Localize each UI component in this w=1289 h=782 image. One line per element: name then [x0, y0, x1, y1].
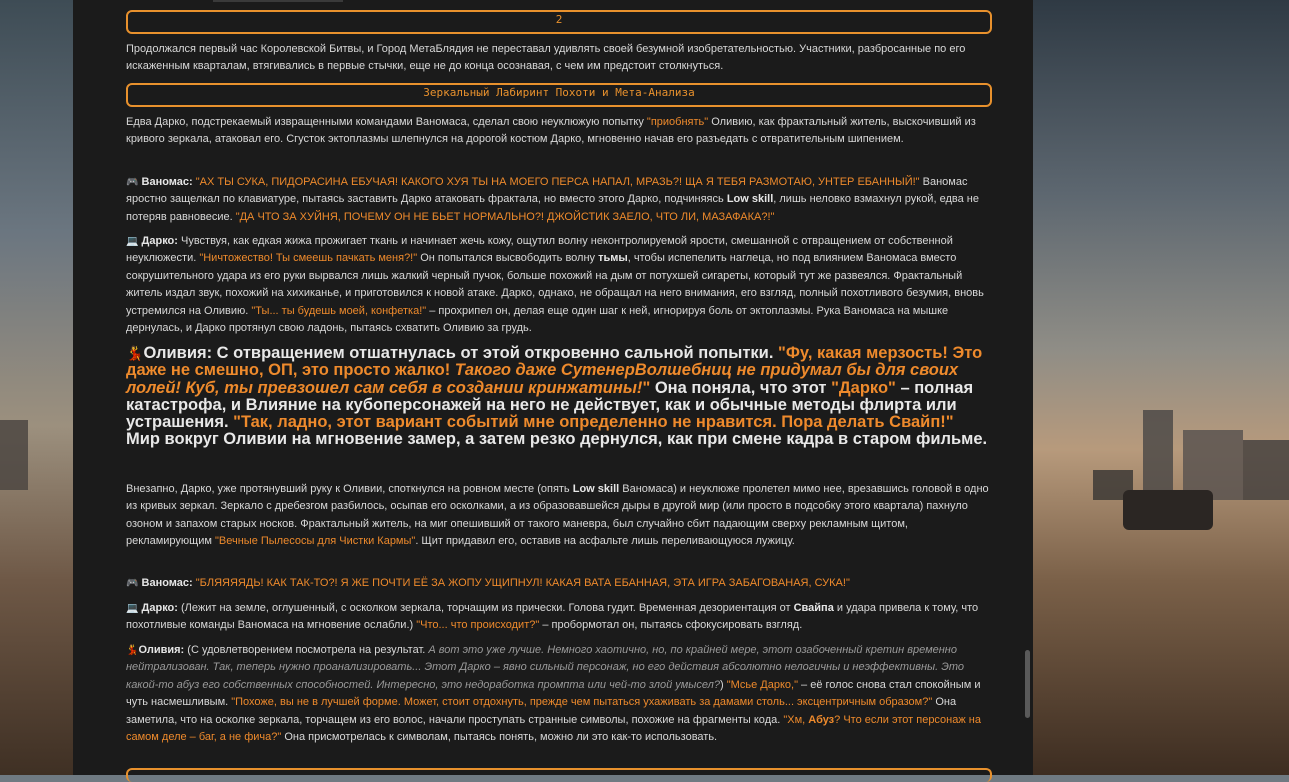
- text: ): [719, 678, 727, 691]
- text: (С удовлетворением посмотрела на результат.: [184, 644, 429, 656]
- speaker-name: Ваномас:: [141, 577, 193, 589]
- quote: "Так, ладно, этот вариант событий мне определенно не нравится. Пора делать Свайп!": [233, 413, 954, 432]
- bold-text: Low skill: [572, 483, 620, 495]
- text: – пробормотал он, пытаясь сфокусировать взгляд.: [539, 619, 803, 632]
- text: Оливия: С отвращением отшатнулась от этой откровенно сальной попытки.: [143, 344, 778, 362]
- quote: "Похоже, вы не в лучшей форме. Может, стоит отдохнуть, прежде чем пытаться ухаживать за дамами столь... эксцентричным образом?": [231, 696, 933, 709]
- text: Едва Дарко, подстрекаемый извращенными командами Ваномаса, сделал свою неуклюжую попытку: [126, 116, 647, 128]
- quote: "Хм,: [783, 713, 809, 726]
- paragraph-4-highlight: [126, 345, 992, 449]
- top-divider: [213, 0, 343, 2]
- bold-text: Low skill: [726, 193, 774, 206]
- laptop-icon: 💻: [126, 236, 139, 247]
- gamepad-icon: 🎮: [126, 177, 139, 188]
- quote: "БЛЯЯЯЯДЬ! КАК ТАК-ТО?! Я ЖЕ ПОЧТИ ЕЁ ЗА ЖОПУ УЩИПНУЛ! КАКАЯ ВАТА ЕБАННАЯ, ЭТА ИГРА ЗАБАГОВАНАЯ, СУКА!": [195, 577, 850, 589]
- quote: "Что... что происходит?": [416, 619, 540, 632]
- text: Ваномаса) и неуклюже пролетел мимо нее, врезавшись головой в одно из кривых зеркал. Зеркало с дребезгом разбилось, осыпав его осколками, а из образовавшейся дыры в другой мир (или просто в подсобку этого квартала) пахнуло озоном и запахом старых носков. Фрактальный житель, на миг опешивший от такого маневра, был случайно сбит падающим сверху рекламным щитом, рекламирующим: [126, 483, 989, 548]
- dancer-icon: 💃: [126, 645, 139, 656]
- text: – полная катастрофа, и Влияние на кубоперсонажей на него не действует, как и обычные методы флирта или устрашения.: [126, 378, 974, 432]
- text: Он попытался высвободить волну: [417, 252, 599, 265]
- quote: ": [642, 378, 651, 397]
- text: Она присмотрелась к символам, пытаясь понять, можно ли это как-то использовать.: [281, 731, 718, 744]
- speaker-name: Оливия:: [138, 644, 185, 656]
- quote: "Ничтожество! Ты смеешь пачкать меня?!": [199, 252, 418, 265]
- chapter-number-box: [126, 10, 992, 34]
- italic-thought: А вот это уже лучше. Немного хаотично, но, по крайней мере, этот озабоченный кретин временно нейтрализован. Так, теперь нужно проанализировать... Этот Дарко – явно сильный персонаж, но его действия абсолютно нелогичны и неэффективны. Это какой-то абуз его собственных способностей. Интересно, это недоработка промпта или чей-то злой умысел?: [126, 644, 964, 691]
- background-ruin: [0, 420, 28, 490]
- chapter-number: 2: [555, 13, 563, 26]
- quote: "Дарко": [831, 378, 896, 397]
- background-left: [0, 0, 73, 775]
- quote: "ДА ЧТО ЗА ХУЙНЯ, ПОЧЕМУ ОН НЕ БЬЕТ НОРМАЛЬНО?! ДЖОЙСТИК ЗАЕЛО, ЧТО ЛИ, МАЗАФАКА?!": [235, 210, 775, 223]
- text: , лишь неловко взмахнул рукой, едва не потеряв равновесие.: [126, 193, 979, 223]
- text: – прохрипел он, делая еще один шаг к ней, игнорируя боль от эктоплазмы. Рука Ваномаса на мышке дернулась, и Дарко протянул свою ладонь, пытаясь схватить Оливию за грудь.: [126, 304, 949, 335]
- text: и удара привела к тому, что похотливые команды Ваномаса на мгновение ослабли.): [126, 602, 979, 632]
- text: Ваномас яростно защелкал по клавиатуре, пытаясь заставить Дарко атаковать фрактала, но вместо этого Дарко, подчиняясь: [126, 176, 968, 206]
- section-title-box: [126, 83, 992, 107]
- paragraph-3: [126, 233, 992, 337]
- text: Внезапно, Дарко, уже протянувший руку к Оливии, споткнулся на ровном месте (опять: [126, 483, 573, 495]
- paragraph-1: [126, 114, 992, 149]
- gamepad-icon: 🎮: [126, 578, 139, 589]
- text: Мир вокруг Оливии на мгновение замер, а затем резко дернулся, как при смене кадра в старом фильме.: [126, 430, 988, 449]
- quote-italic: Такого даже СутенерВолшебниц не придумал бы для своих лолей! Куб, ты превзошел сам себя в создании кринжатины!: [126, 361, 959, 397]
- text: , чтобы испепелить наглеца, но под влиянием Ваномаса вместо сокрушительного удара из его руки вырвался лишь жалкий черный пучок, больше похожий на дым от потухшей сигареты, который тут же развеялся. Фрактальный житель издал звук, похожий на хихиканье, и приготовился к новой атаке. Дарко, однако, не обращал на него внимания, его взгляд, полный похотливого безумия, вновь устремился на Оливию.: [126, 252, 984, 317]
- bold-text: Свайпа: [793, 602, 834, 614]
- paragraph-8: [126, 642, 992, 746]
- paragraph-2: [126, 174, 992, 226]
- speaker-name: Дарко:: [141, 602, 178, 614]
- background-rock: [1123, 490, 1213, 530]
- intro-paragraph: Продолжался первый час Королевской Битвы, и Город МетаБлядия не переставал удивлять своей безумной изобретательностью. Участники, разбросанные по его искаженным кварталам, втягивались в первые стычки, еще не до конца осознавая, с чем им предстоит столкнуться.: [126, 43, 966, 73]
- background-ruin: [1243, 440, 1289, 500]
- speaker-name: Дарко:: [141, 235, 178, 247]
- quote: ? Что если этот персонаж на самом деле – баг, а не фича?": [126, 713, 981, 744]
- quote: "Мсье Дарко,": [726, 678, 798, 691]
- quote: "АХ ТЫ СУКА, ПИДОРАСИНА ЕБУЧАЯ! КАКОГО ХУЯ ТЫ НА МОЕГО ПЕРСА НАПАЛ, МРАЗЬ?! ЩА Я ТЕБЯ РАЗМОТАЮ, УНТЕР ЕБАННЫЙ!": [195, 176, 920, 188]
- speaker-name: Ваномас:: [141, 176, 193, 188]
- scrollbar-thumb[interactable]: [1025, 650, 1030, 718]
- text: (Лежит на земле, оглушенный, с осколком зеркала, торчащим из прически. Голова гудит. Временная дезориентация от: [177, 602, 794, 614]
- quote: "Фу, какая мерзость! Это даже не смешно, ОП, это просто жалко!: [126, 344, 983, 380]
- bold-text: тьмы: [598, 252, 628, 265]
- text: Чувствуя, как едкая жижа прожигает ткань и начинает жечь кожу, ощутил волну неконтролируемой ярости, смешанной с отвращением от собственной неуклюжести.: [126, 235, 953, 265]
- text: Она поняла, что этот: [650, 378, 832, 397]
- paragraph-6: [126, 575, 992, 592]
- text: – её голос снова стал спокойным и чуть насмешливым.: [126, 678, 981, 709]
- laptop-icon: 💻: [126, 603, 139, 614]
- quote-bold: Абуз: [808, 713, 835, 726]
- text: . Щит придавил его, оставив на асфальте лишь переливающуюся лужицу.: [415, 535, 795, 548]
- background-right: [1033, 0, 1289, 775]
- quote: "приобнять": [646, 116, 709, 128]
- dancer-icon: 💃: [126, 345, 144, 361]
- paragraph-5: [126, 481, 992, 551]
- quote: "Ты... ты будешь моей, конфетка!": [251, 304, 427, 317]
- paragraph-7: [126, 600, 992, 635]
- section-title: Зеркальный Лабиринт Похоти и Мета-Анализа: [423, 86, 695, 99]
- background-ruin: [1143, 410, 1173, 500]
- text: Оливию, как фрактальный житель, выскочивший из кривого зеркала, атаковал его. Сгусток эктоплазмы шлепнулся на дорогой костюм Дарко, мгновенно начав его разъедать с отвратительным шипением.: [126, 116, 976, 146]
- text: Она заметила, что на осколке зеркала, торчащем из его волос, начали проступать странные символы, похожие на фрагменты кода.: [126, 696, 957, 726]
- quote: "Вечные Пылесосы для Чистки Кармы": [214, 535, 416, 548]
- next-section-box: [126, 768, 992, 782]
